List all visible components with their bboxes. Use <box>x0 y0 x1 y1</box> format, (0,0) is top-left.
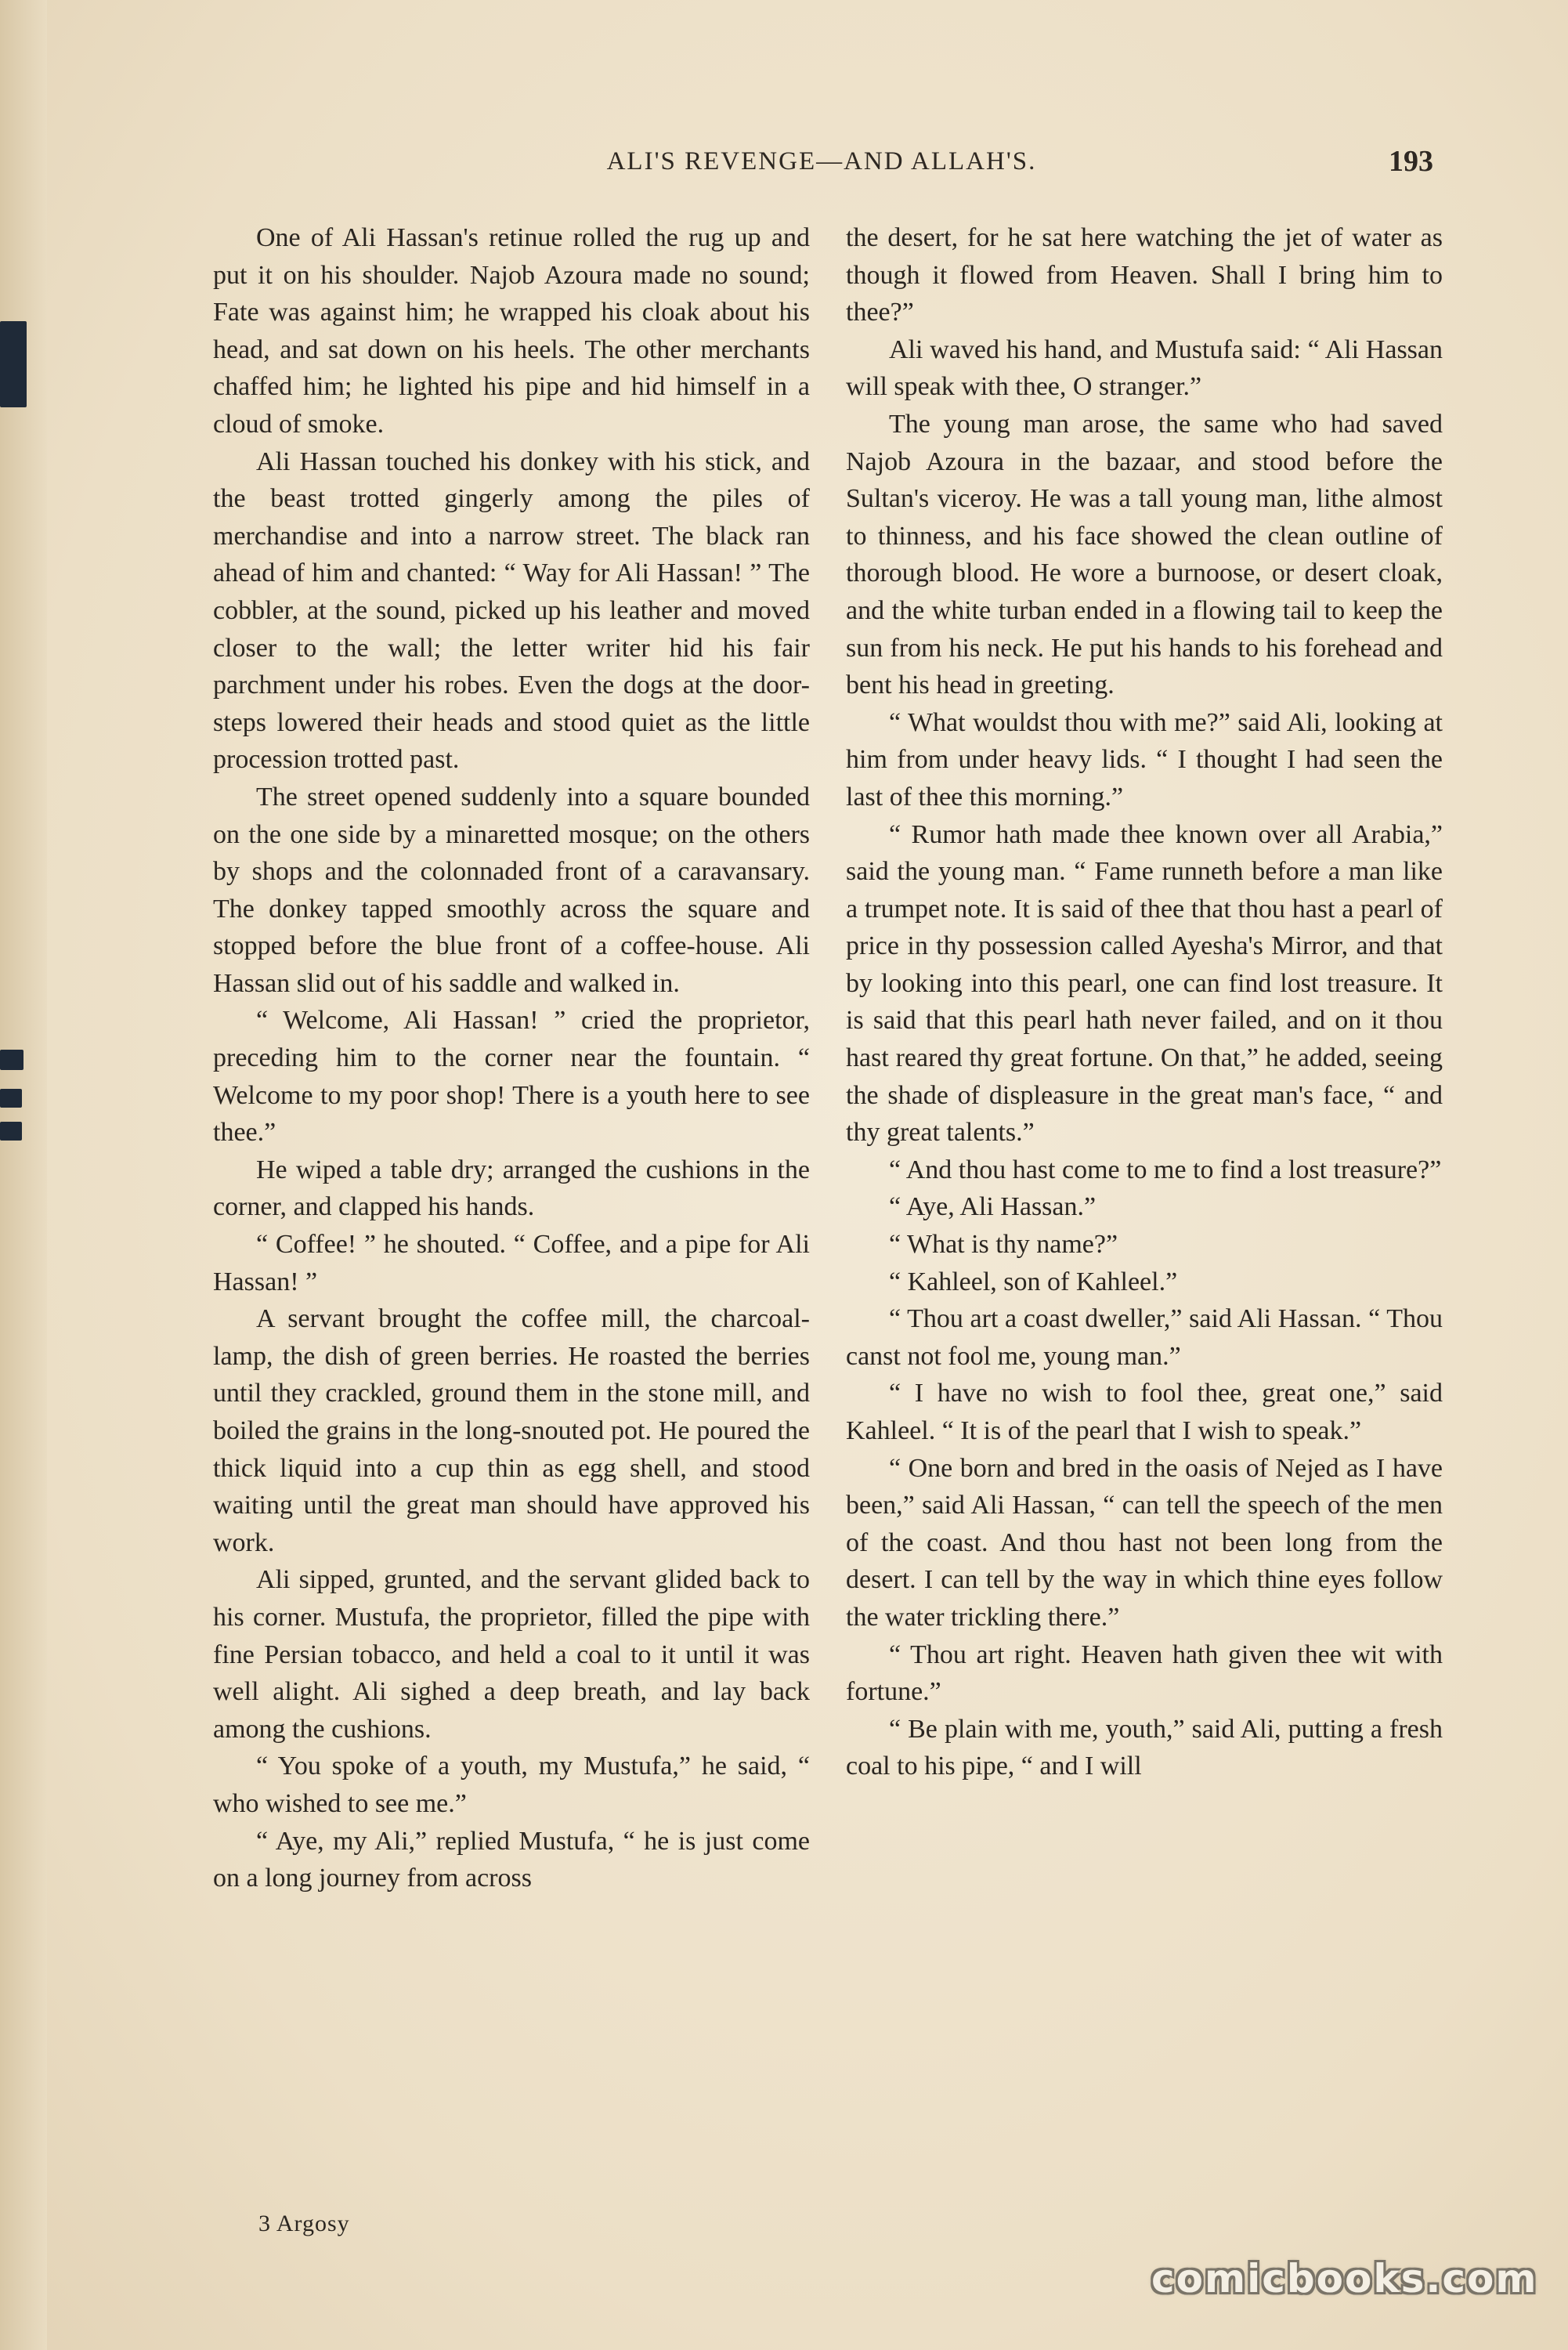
signature-mark: 3 Argosy <box>258 2211 350 2236</box>
edge-mark <box>0 321 27 407</box>
paragraph: “ And thou hast come to me to find a lost treasure?” <box>889 1155 1442 1184</box>
running-head: ALI'S REVENGE—AND ALLAH'S. <box>606 147 1037 175</box>
edge-mark <box>0 1122 22 1141</box>
paragraph: One of Ali Hassan's retinue rolled the rug up and put it on his shoulder. Najob Azoura made no sound; Fate was against him; he wrapped his cloak about his head, and sat down on his heels. The other merchants chaffed him; he lighted his pipe and hid himself in a cloud of smoke. <box>213 223 810 439</box>
page-header <box>210 147 1433 194</box>
paragraph: “ Rumor hath made thee known over all Arabia,” said the young man. “ Fame runneth before a man like a trumpet note. It is said of thee that thou hast a pearl of price in thy possession called Ayesha's Mirror, and that by looking into this pearl, one can find lost treasure. It is said that this pearl hath never failed, and on it thou hast reared thy great fortune. On that,” he added, seeing the shade of displeasure in the great man's face, “ and thy great talents.” <box>846 819 1443 1148</box>
watermark <box>1151 2256 1543 2319</box>
paragraph: “ Thou art right. Heaven hath given thee wit with fortune.” <box>846 1640 1443 1707</box>
paragraph: “ Aye, Ali Hassan.” <box>889 1192 1097 1222</box>
paragraph: The street opened suddenly into a square bounded on the one side by a minaretted mosque; on the others by shops and the colonnaded front of a caravansary. The donkey tapped smoothly across the square and stopped before the blue front of a coffee-house. Ali Hassan slid out of his saddle and walked in. <box>213 782 810 998</box>
paragraph: “ Be plain with me, youth,” said Ali, putting a fresh coal to his pipe, “ and I will <box>846 1714 1443 1781</box>
left-text-column <box>213 219 810 1897</box>
paragraph: Ali Hassan touched his donkey with his stick, and the beast trotted gingerly among the piles of merchandise and into a narrow street. The black ran ahead of him and chanted: “ Way for Ali Hassan! ” The cobbler, at the sound, picked up his leather and moved closer to the wall; the letter writer hid his fair parchment under his robes. Even the dogs at the door-steps lowered their heads and stood quiet as the little procession trotted past. <box>213 446 810 775</box>
page-number: 193 <box>1389 145 1433 178</box>
paragraph: “ I have no wish to fool thee, great one,” said Kahleel. “ It is of the pearl that I wish to speak.” <box>846 1379 1443 1445</box>
paragraph: “ Kahleel, son of Kahleel.” <box>889 1267 1178 1296</box>
paragraph: “ You spoke of a youth, my Mustufa,” he said, “ who wished to see me.” <box>213 1752 810 1818</box>
paragraph: He wiped a table dry; arranged the cushions in the corner, and clapped his hands. <box>213 1155 810 1222</box>
paragraph: “ Aye, my Ali,” replied Mustufa, “ he is just come on a long journey from across <box>213 1826 810 1893</box>
edge-mark <box>0 1089 22 1108</box>
edge-mark <box>0 1050 23 1070</box>
paragraph: “ Coffee! ” he shouted. “ Coffee, and a pipe for Ali Hassan! ” <box>213 1230 810 1296</box>
paragraph: Ali waved his hand, and Mustufa said: “ Ali Hassan will speak with thee, O stranger.” <box>846 334 1443 402</box>
paragraph: “ Welcome, Ali Hassan! ” cried the proprietor, preceding him to the corner near the fountain. “ Welcome to my poor shop! There is a youth here to see thee.” <box>213 1006 810 1148</box>
binding-edge <box>0 0 47 2350</box>
paragraph: the desert, for he sat here watching the jet of water as though it flowed from Heaven. Shall I bring him to thee?” <box>846 223 1443 327</box>
paragraph: “ What wouldst thou with me?” said Ali, looking at him from under heavy lids. “ I thought I had seen the last of thee this morning.” <box>846 707 1443 812</box>
paragraph: “ One born and bred in the oasis of Nejed as I have been,” said Ali Hassan, “ can tell the speech of the men of the coast. And thou hast not been long from the desert. I can tell by the way in which thine eyes follow the water trickling there.” <box>846 1453 1443 1632</box>
paragraph: Ali sipped, grunted, and the servant glided back to his corner. Mustufa, the proprietor, filled the pipe with fine Persian tobacco, and held a coal to it until it was well alight. Ali sighed a deep breath, and lay back among the cushions. <box>213 1565 810 1744</box>
right-text-column <box>846 219 1443 1785</box>
watermark-text: comicbooks.com <box>1151 2256 1538 2301</box>
paragraph: “ Thou art a coast dweller,” said Ali Hassan. “ Thou canst not fool me, young man.” <box>846 1304 1443 1371</box>
paragraph: The young man arose, the same who had saved Najob Azoura in the bazaar, and stood before the Sultan's viceroy. He was a tall young man, lithe almost to thinness, and his face showed the clean outline of thorough blood. He wore a burnoose, or desert cloak, and the white turban ended in a flowing tail to keep the sun from his neck. He put his hands to his forehead and bent his head in greeting. <box>846 409 1443 700</box>
paragraph: “ What is thy name?” <box>889 1230 1118 1260</box>
paragraph: A servant brought the coffee mill, the charcoal-lamp, the dish of green berries. He roasted the berries until they crackled, ground them in the stone mill, and boiled the grains in the long-snouted pot. He poured the thick liquid into a cup thin as egg shell, and stood waiting until the great man should have approved his work. <box>213 1304 810 1557</box>
